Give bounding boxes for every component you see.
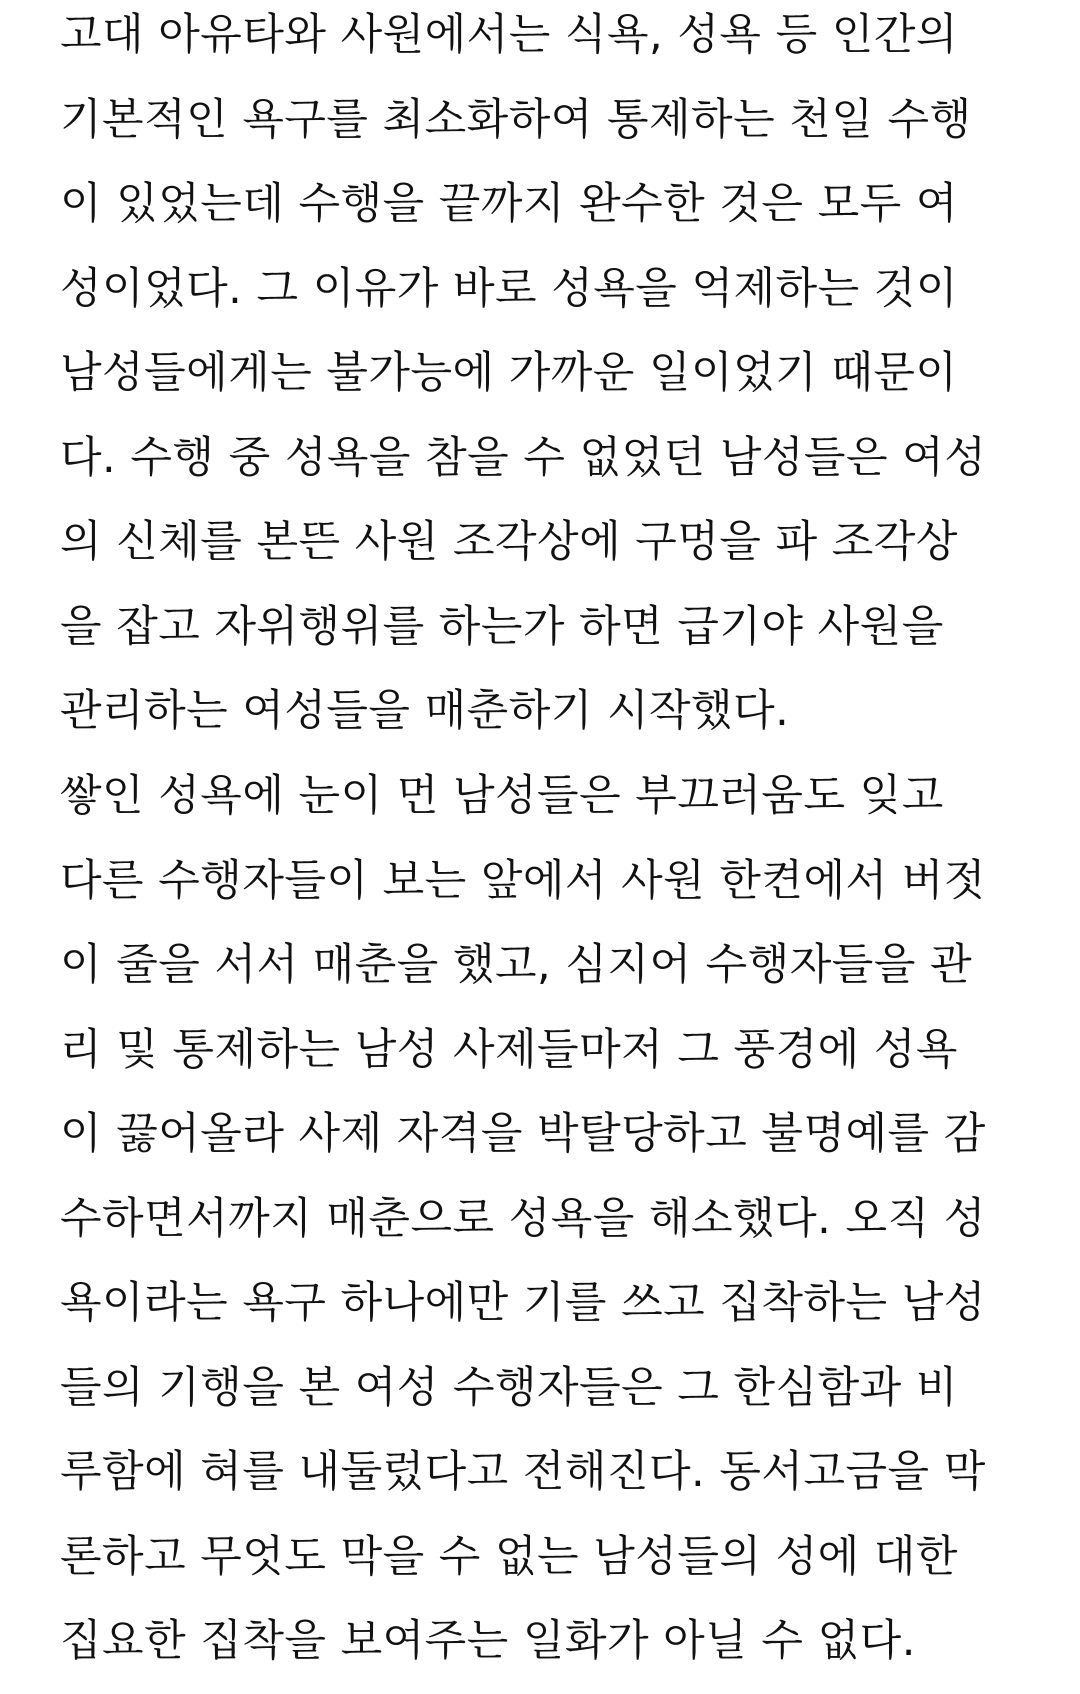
text-line: 론하고 무엇도 막을 수 없는 남성들의 성에 대한 (60, 1531, 958, 1582)
text-line: 을 잡고 자위행위를 하는가 하면 급기야 사원을 (60, 601, 944, 652)
text-line: 집요한 집착을 보여주는 일화가 아닐 수 없다. (60, 1616, 916, 1666)
text-line: 쌓인 성욕에 눈이 먼 남성들은 부끄러움도 잊고 (60, 771, 944, 821)
text-line: 관리하는 여성들을 매춘하기 시작했다. (60, 686, 790, 736)
text-line: 수하면서까지 매춘으로 성욕을 해소했다. 오직 성 (60, 1193, 986, 1244)
text-line: 리 및 통제하는 남성 사제들마저 그 풍경에 성욕 (60, 1024, 958, 1075)
text-line: 이 끓어올라 사제 자격을 박탈당하고 불명예를 감 (60, 1109, 986, 1159)
paragraph-2 (60, 761, 1040, 1691)
text-line: 성이었다. 그 이유가 바로 성욕을 억제하는 것이 (60, 263, 958, 314)
text-line: 이 줄을 서서 매춘을 했고, 심지어 수행자들을 관 (60, 940, 973, 990)
text-line: 들의 기행을 본 여성 수행자들은 그 한심함과 비 (60, 1362, 958, 1413)
text-line: 남성들에게는 불가능에 가까운 일이었기 때문이 (60, 348, 958, 398)
text-line: 욕이라는 욕구 하나에만 기를 쓰고 집착하는 남성 (60, 1278, 986, 1328)
text-line: 의 신체를 본뜬 사원 조각상에 구멍을 파 조각상 (60, 517, 958, 567)
paragraph-1 (60, 0, 1040, 761)
text-line: 루함에 혀를 내둘렀다고 전해진다. 동서고금을 막 (60, 1447, 986, 1497)
text-line: 이 있었는데 수행을 끝까지 완수한 것은 모두 여 (60, 179, 958, 229)
text-line: 고대 아유타와 사원에서는 식욕, 성욕 등 인간의 (60, 10, 958, 60)
text-line: 기본적인 욕구를 최소화하여 통제하는 천일 수행 (60, 94, 972, 145)
text-line: 다른 수행자들이 보는 앞에서 사원 한켠에서 버젓 (60, 855, 986, 906)
text-line: 다. 수행 중 성욕을 참을 수 없었던 남성들은 여성 (60, 432, 987, 483)
